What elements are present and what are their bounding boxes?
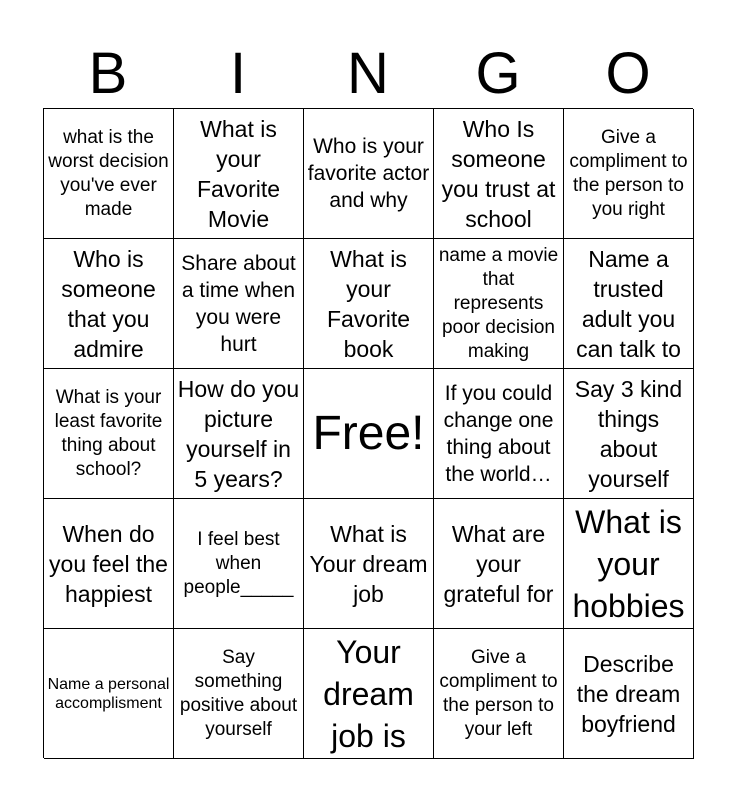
- cell-text: Who is your favorite actor and why: [307, 135, 430, 212]
- bingo-cell[interactable]: [174, 499, 304, 629]
- free-space-text: Free!: [312, 406, 425, 460]
- bingo-cell[interactable]: [174, 239, 304, 369]
- cell-text: What are your grateful for: [443, 520, 554, 607]
- cell-text: Your dream job is: [323, 633, 414, 754]
- bingo-cell[interactable]: [44, 239, 174, 369]
- bingo-cell[interactable]: [564, 239, 694, 369]
- bingo-cell[interactable]: [44, 369, 174, 499]
- bingo-cell[interactable]: [434, 239, 564, 369]
- bingo-cell[interactable]: [564, 499, 694, 629]
- cell-text: What is your Favorite Movie: [196, 115, 281, 232]
- bingo-cell[interactable]: [434, 499, 564, 629]
- bingo-cell[interactable]: [564, 629, 694, 759]
- header-letter-b: B: [88, 41, 128, 106]
- cell-text: Give a compliment to the person to your left: [439, 646, 558, 740]
- free-space-cell[interactable]: [304, 369, 434, 499]
- cell-text: Who Is someone you trust at school: [441, 115, 556, 232]
- cell-text: Who is someone that you admire: [61, 245, 156, 362]
- cell-text: If you could change one thing about the world…: [443, 381, 554, 486]
- cell-text: Share about a time when you were hurt: [181, 251, 296, 356]
- cell-text: How do you picture yourself in 5 years?: [177, 375, 300, 492]
- cell-text: When do you feel the happiest: [49, 520, 168, 607]
- bingo-cell[interactable]: [564, 369, 694, 499]
- cell-text: Describe the dream boyfriend: [576, 650, 681, 737]
- bingo-cell[interactable]: [44, 629, 174, 759]
- cell-text: name a movie that represents poor decision making: [438, 244, 559, 362]
- bingo-cell[interactable]: [304, 109, 434, 239]
- bingo-grid: [43, 108, 693, 758]
- bingo-cell[interactable]: [44, 499, 174, 629]
- bingo-cell[interactable]: [44, 109, 174, 239]
- cell-text: Name a personal accomplisment: [47, 675, 170, 712]
- cell-text: Name a trusted adult you can talk to: [576, 245, 681, 362]
- header-letter-i: I: [229, 41, 247, 106]
- cell-text: Say something positive about yourself: [179, 646, 298, 740]
- bingo-cell[interactable]: [174, 629, 304, 759]
- bingo-cell[interactable]: [174, 109, 304, 239]
- bingo-cell[interactable]: [174, 369, 304, 499]
- bingo-cell[interactable]: [434, 629, 564, 759]
- cell-text: What is your hobbies: [572, 503, 685, 624]
- bingo-cell[interactable]: [304, 239, 434, 369]
- cell-text: What is your least favorite thing about school?: [54, 386, 163, 480]
- bingo-cell[interactable]: [304, 499, 434, 629]
- header-letter-o: O: [605, 41, 651, 106]
- cell-text: Give a compliment to the person to you right: [569, 126, 688, 220]
- bingo-cell[interactable]: [564, 109, 694, 239]
- cell-text: what is the worst decision you've ever made: [48, 126, 169, 220]
- cell-text: What is Your dream job: [309, 520, 428, 607]
- bingo-cell[interactable]: [434, 369, 564, 499]
- header-letter-g: G: [475, 41, 521, 106]
- cell-text: What is your Favorite book: [326, 245, 411, 362]
- bingo-header: [43, 40, 693, 108]
- bingo-cell[interactable]: [304, 629, 434, 759]
- bingo-cell[interactable]: [434, 109, 564, 239]
- cell-text: I feel best when people_____: [183, 528, 294, 598]
- header-letter-n: N: [347, 41, 389, 106]
- cell-text: Say 3 kind things about yourself: [574, 375, 683, 492]
